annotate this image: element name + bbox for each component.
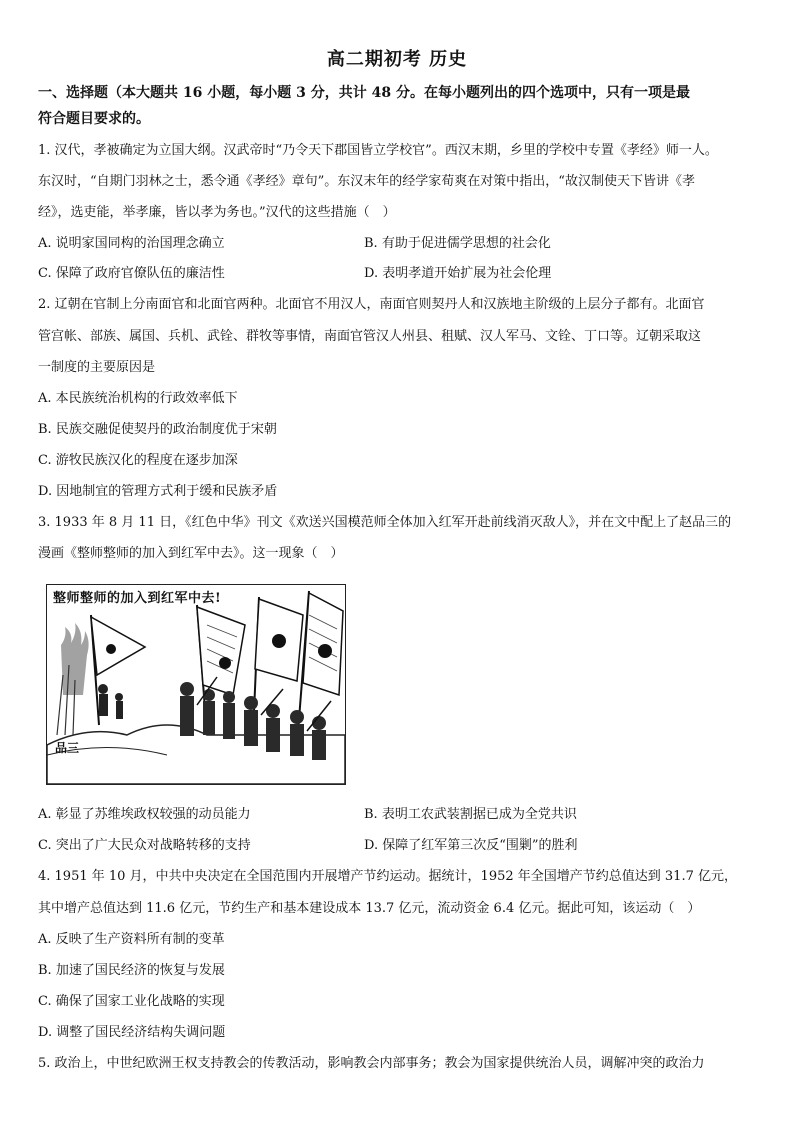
question-stem-line: 3. 1933 年 8 月 11 日，《红色中华》刊文《欢送兴国模范师全体加入红军开赴前线消灭敌人》，并在文中配上了赵品三的 (38, 515, 732, 530)
question-stem-line: 5. 政治上，中世纪欧洲王权支持教会的传教活动，影响教会内部事务；教会为国家提供统治人员，调解冲突的政治力 (38, 1056, 705, 1071)
option-b[interactable]: B. 民族交融促使契丹的政治制度优于宋朝 (38, 422, 277, 437)
question-stem-line: 2. 辽朝在官制上分南面官和北面官两种。北面官不用汉人，南面官则契丹人和汉族地主阶级的上层分子都有。北面官 (38, 297, 705, 312)
question-stem-line: 东汉时，“自期门羽林之士，悉令通《孝经》章句”。东汉末年的经学家荀爽在对策中指出，“故汉制使天下皆讲《孝 (38, 174, 695, 189)
question-stem-line: 漫画《整师整师的加入到红军中去》。这一现象（ ） (38, 546, 344, 561)
option-d[interactable]: D. 调整了国民经济结构失调问题 (38, 1025, 226, 1040)
option-c[interactable]: C. 突出了广大民众对战略转移的支持 (38, 838, 251, 853)
question-stem-line: 管宫帐、部族、属国、兵机、武铨、群牧等事情，南面官管汉人州县、租赋、汉人军马、文铨、丁口等。辽朝采取这 (38, 329, 702, 344)
option-c[interactable]: C. 确保了国家工业化战略的实现 (38, 994, 225, 1009)
option-b[interactable]: B. 有助于促进儒学思想的社会化 (364, 236, 551, 251)
option-a[interactable]: A. 反映了生产资料所有制的变革 (38, 932, 225, 947)
question-stem-line: 一制度的主要原因是 (38, 360, 156, 375)
page-title: 高二期初考 历史 (326, 49, 468, 70)
option-a[interactable]: A. 本民族统治机构的行政效率低下 (38, 391, 238, 406)
option-d[interactable]: D. 表明孝道开始扩展为社会伦理 (364, 266, 552, 281)
option-d[interactable]: D. 因地制宜的管理方式利于缓和民族矛盾 (38, 484, 278, 499)
option-b[interactable]: B. 表明工农武装割据已成为全党共识 (364, 807, 577, 822)
cartoon-illustration (46, 584, 346, 785)
question-stem-line: 其中增产总值达到 11.6 亿元，节约生产和基本建设成本 13.7 亿元，流动资金 6.4 亿元。据此可知，该运动（ ） (38, 901, 701, 916)
cartoon-drawing (47, 585, 345, 784)
option-a[interactable]: A. 说明家国同构的治国理念确立 (38, 236, 225, 251)
section-heading-line2: 符合题目要求的。 (38, 111, 150, 127)
option-c[interactable]: C. 游牧民族汉化的程度在逐步加深 (38, 453, 238, 468)
option-a[interactable]: A. 彰显了苏维埃政权较强的动员能力 (38, 807, 251, 822)
cartoon-caption: 整师整师的加入到红军中去! (53, 591, 222, 606)
option-c[interactable]: C. 保障了政府官僚队伍的廉洁性 (38, 266, 225, 281)
question-stem-line: 4. 1951 年 10 月，中共中央决定在全国范围内开展增产节约运动。据统计，1952 年全国增产节约总值达到 31.7 亿元， (38, 869, 737, 884)
question-stem-line: 1. 汉代，孝被确定为立国大纲。汉武帝时“乃令天下郡国皆立学校官”。西汉末期，乡里的学校中专置《孝经》师一人。 (38, 143, 718, 158)
cartoon-signature: 品三 (55, 741, 80, 755)
option-b[interactable]: B. 加速了国民经济的恢复与发展 (38, 963, 225, 978)
option-d[interactable]: D. 保障了红军第三次反“围剿”的胜利 (364, 838, 578, 853)
question-stem-line: 经》，选吏能，举孝廉，皆以孝为务也。”汉代的这些措施（ ） (38, 205, 396, 220)
section-heading-line1: 一、选择题（本大题共 16 小题，每小题 3 分，共计 48 分。在每小题列出的四个选项中，只有一项是最 (38, 85, 690, 101)
